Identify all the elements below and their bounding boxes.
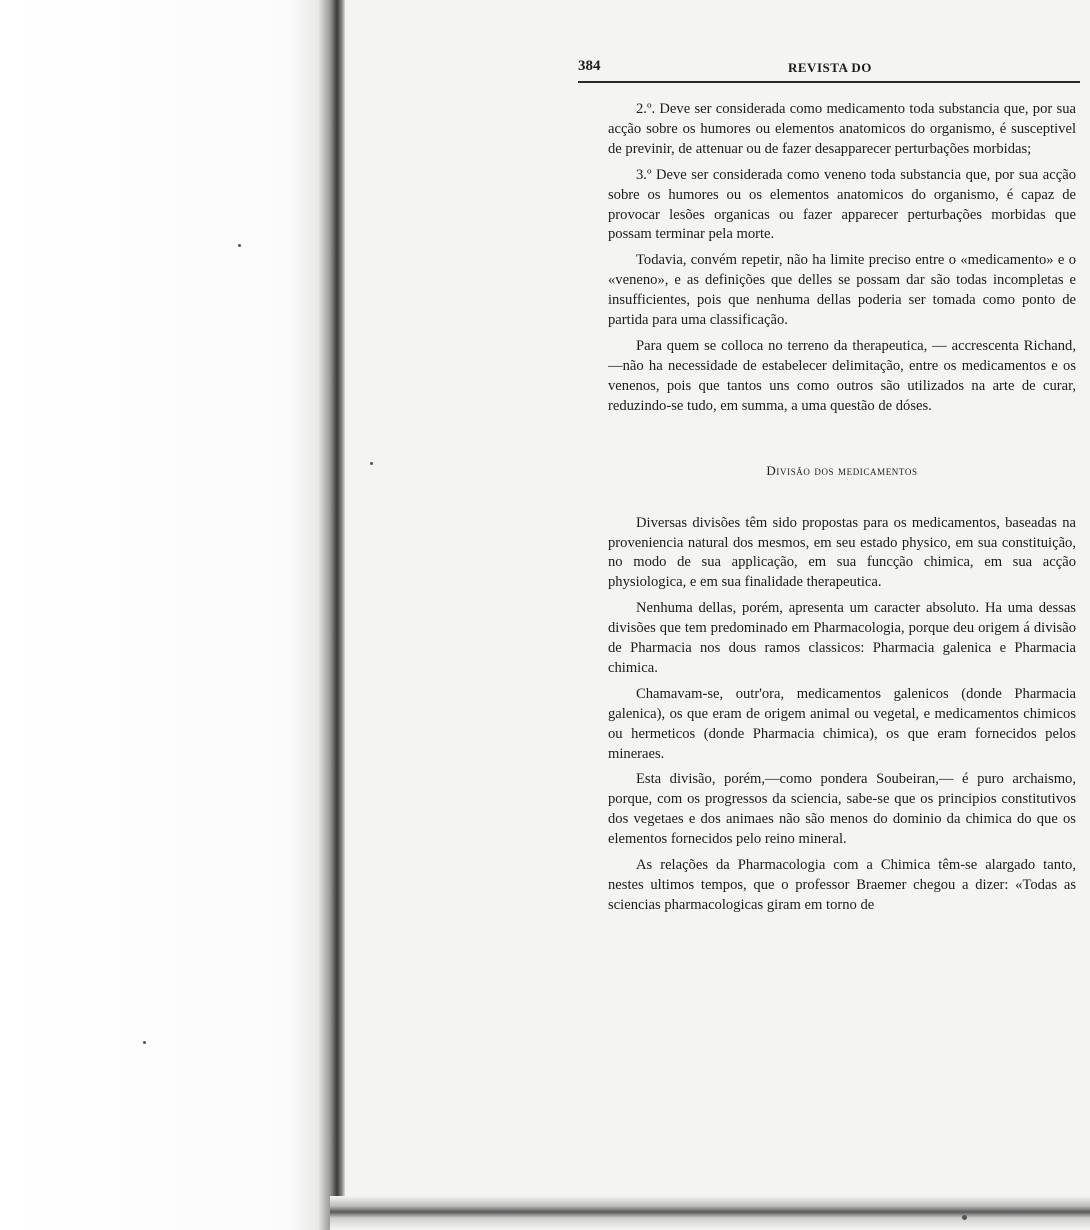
book-gutter-shadow (0, 0, 345, 1230)
page-bottom-edge (330, 1196, 1090, 1230)
header-rule (578, 81, 1080, 86)
book-page (578, 50, 1080, 1190)
section-title: Divisão dos medicamentos (766, 462, 918, 478)
paragraph-richand: Para quem se colloca no terreno da therapeutica, — accrescenta Richand,—não ha necessidade de estabelecer delimitação, entre os medicamentos e os venenos, pois que tantos uns como outros são utilizados na arte de curar, reduzindo-se tudo, em summa, a uma questão de dóses. (608, 337, 1076, 414)
paragraph-divisoes: Diversas divisões têm sido propostas para os medicamentos, baseadas na proveniencia natural dos mesmos, em seu estado physico, em sua constituição, no modo de sua applicação, em sua funcção chimica, em sua acção physiologica, e em sua finalidade therapeutica. (608, 514, 1076, 591)
running-head: REVISTA DO (788, 60, 872, 75)
page-body (608, 100, 1076, 922)
paragraph-braemer: As relações da Pharmacologia com a Chimica têm-se alargado tanto, nestes ultimos tempos, que o professor Braemer chegou a dizer: «Todas as sciencias pharmacologicas giram em torno de (608, 857, 1076, 913)
page-header (578, 50, 1080, 80)
paper-speck (962, 1215, 967, 1220)
page-number: 384 (578, 58, 601, 74)
paper-speck (238, 244, 241, 247)
paragraph-definition-medicamento: 2.º. Deve ser considerada como medicamento toda substancia que, por sua acção sobre os humores ou elementos anatomicos do organismo, é susceptivel de previnir, de attenuar ou de fazer desapparecer perturbações morbidas; (608, 101, 1076, 157)
paragraph-soubeiran: Esta divisão, porém,—como pondera Soubeiran,— é puro archaismo, porque, com os progressos da sciencia, sabe-se que os principios constitutivos dos vegetaes e dos animaes não são menos do dominio da chimica do que os elementos fornecidos pelo reino mineral. (608, 771, 1076, 848)
paper-speck (370, 462, 373, 465)
paragraph-todavia: Todavia, convém repetir, não ha limite preciso entre o «medicamento» e o «veneno», e as definições que delles se possam dar são todas incompletas e insufficientes, pois que nenhuma dellas poderia ser tomada como ponto de partida para uma classificação. (608, 252, 1076, 329)
paragraph-nenhuma: Nenhuma dellas, porém, apresenta um caracter absoluto. Ha uma dessas divisões que tem predominado em Pharmacologia, porque deu origem á divisão de Pharmacia nos dous ramos classicos: Pharmacia galenica e Pharmacia chimica. (608, 600, 1076, 676)
paragraph-chamavam: Chamavam-se, outr'ora, medicamentos galenicos (donde Pharmacia galenica), os que eram de origem animal ou vegetal, e medicamentos chimicos ou hermeticos (donde Pharmacia chimica), os que eram fornecidos pelos mineraes. (608, 685, 1076, 762)
paragraph-definition-veneno: 3.º Deve ser considerada como veneno toda substancia que, por sua acção sobre os humores ou os elementos anatomicos do organismo, é capaz de provocar lesões organicas ou fazer apparecer perturbações morbidas que possam terminar pela morte. (608, 166, 1076, 243)
paper-speck (143, 1041, 146, 1044)
